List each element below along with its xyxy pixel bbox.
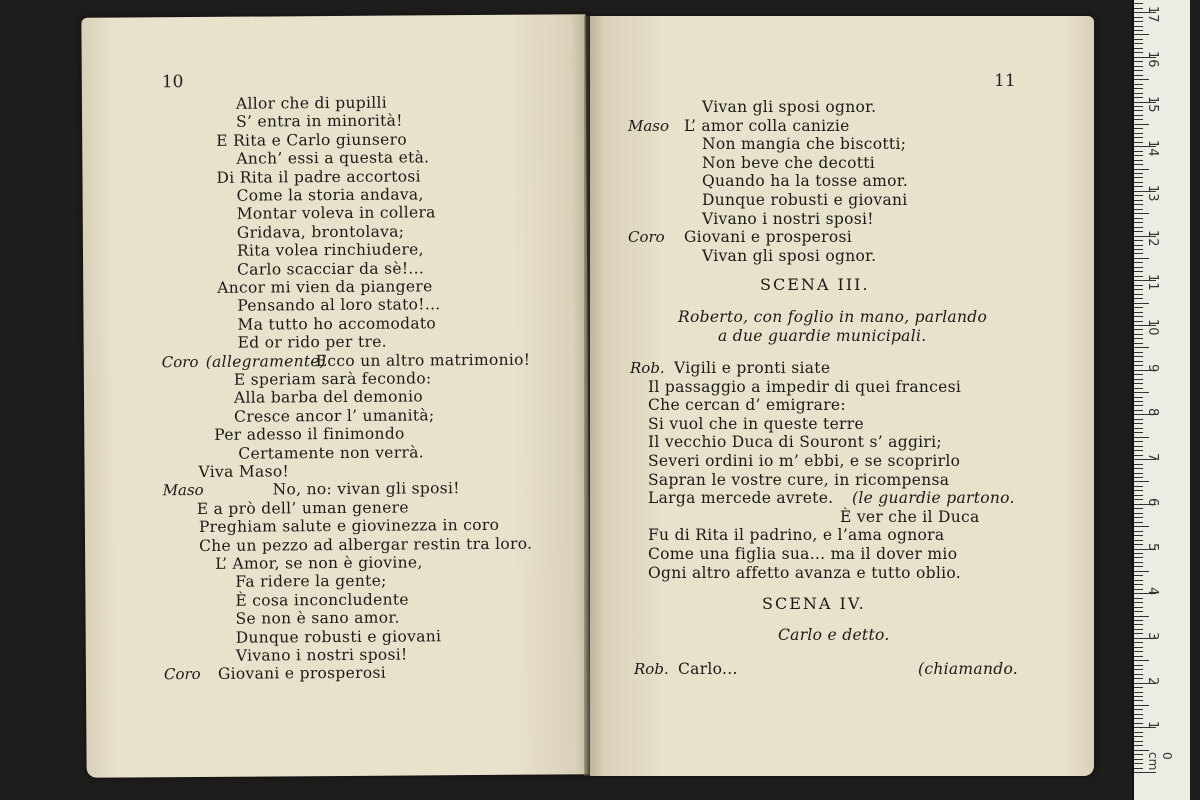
ruler-tick — [1134, 218, 1143, 219]
ruler-tick — [1134, 298, 1143, 299]
ruler-tick — [1134, 379, 1143, 380]
verse-line: Anch’ essi a questa età. — [236, 148, 430, 168]
ruler-number: 14 — [1145, 140, 1160, 157]
ruler-tick — [1134, 419, 1143, 420]
speaker-label: Rob. — [634, 660, 669, 678]
verse-line: Rita volea rinchiudere, — [236, 240, 424, 260]
ruler-tick — [1134, 553, 1143, 554]
verse-line: Carlo scacciar da sè!... — [237, 258, 425, 279]
ruler-tick — [1134, 213, 1149, 214]
ruler-number: 4 — [1145, 587, 1160, 596]
ruler-tick — [1134, 17, 1143, 18]
ruler-tick — [1134, 718, 1143, 719]
ruler-tick — [1134, 79, 1149, 80]
ruler-tick — [1134, 276, 1143, 277]
ruler-tick — [1134, 84, 1143, 85]
ruler-number: 3 — [1145, 631, 1160, 641]
scene-3-direction-line: Roberto, con foglio in mano, parlando — [678, 308, 988, 326]
ruler-tick — [1134, 423, 1143, 424]
ruler-tick — [1134, 723, 1143, 724]
ruler-number: 2 — [1145, 676, 1160, 685]
ruler-tick — [1134, 468, 1143, 469]
ruler-tick — [1134, 616, 1149, 617]
ruler-tick — [1134, 584, 1143, 585]
ruler-tick — [1134, 700, 1143, 701]
ruler-number: 6 — [1145, 497, 1160, 507]
ruler-tick — [1134, 598, 1143, 599]
ruler-tick — [1134, 410, 1143, 411]
verse-line: L’ Amor, se non è giovine, — [215, 553, 423, 573]
ruler-tick — [1134, 441, 1143, 442]
verse-line: No, no: vivan gli sposi! — [272, 479, 460, 499]
ruler-tick — [1134, 186, 1143, 187]
verse-line: È cosa inconcludente — [235, 590, 409, 610]
ruler-tick — [1134, 687, 1143, 688]
verse-line: Giovani e prosperosi — [684, 228, 853, 247]
ruler-unit-label: 0 cm — [1146, 752, 1174, 771]
stage-direction: (allegramente) — [205, 351, 327, 371]
ruler-tick — [1134, 428, 1143, 429]
ruler-tick — [1134, 61, 1143, 62]
ruler-tick — [1134, 8, 1143, 9]
verse-line: Il vecchio Duca di Souront s’ aggiri; — [648, 433, 942, 452]
verse-line: Preghiam salute e giovinezza in coro — [198, 516, 500, 537]
ruler-tick — [1134, 329, 1143, 330]
ruler-tick — [1134, 392, 1149, 393]
verse-line: Gridava, brontolava; — [236, 222, 405, 242]
ruler-tick — [1134, 294, 1143, 295]
ruler-tick — [1134, 383, 1143, 384]
ruler-tick — [1134, 647, 1143, 648]
ruler-tick — [1134, 231, 1143, 232]
ruler-tick — [1134, 365, 1143, 366]
verse-line: Come la storia andava, — [236, 185, 424, 205]
ruler-tick — [1134, 115, 1143, 116]
verse-line: Di Rita il padre accortosi — [216, 166, 421, 187]
ruler-number: 12 — [1145, 229, 1160, 247]
ruler-tick — [1134, 665, 1143, 666]
verse-line: Non mangia che biscotti; — [702, 135, 907, 154]
ruler-tick — [1134, 177, 1143, 178]
ruler-tick — [1134, 745, 1143, 746]
verse-line: Montar voleva in collera — [236, 203, 436, 224]
ruler-number: 16 — [1145, 50, 1160, 68]
ruler-tick — [1134, 736, 1143, 737]
ruler-tick — [1134, 43, 1143, 44]
ruler-tick — [1134, 750, 1149, 751]
verse-line: Viva Maso! — [198, 462, 290, 481]
verse-line: Larga mercede avrete. — [648, 489, 834, 508]
ruler-tick — [1134, 499, 1143, 500]
ruler-tick — [1134, 571, 1149, 572]
ruler-tick — [1134, 763, 1143, 764]
ruler-tick — [1134, 651, 1143, 652]
ruler-tick — [1134, 486, 1143, 487]
verse-line: Severi ordini io m’ ebbi, e se scoprirlo — [648, 452, 961, 470]
ruler-tick — [1134, 249, 1143, 250]
ruler-tick — [1134, 768, 1143, 769]
ruler-tick — [1134, 405, 1143, 406]
ruler-tick — [1134, 513, 1143, 514]
scene-3-direction-line: a due guardie municipali. — [718, 327, 927, 345]
ruler-number: 17 — [1145, 6, 1160, 23]
ruler-tick — [1134, 289, 1143, 290]
ruler-tick — [1134, 173, 1143, 174]
scene-3-title: SCENA III. — [760, 275, 870, 294]
ruler-tick — [1134, 759, 1143, 760]
verse-line: L’ amor colla canizie — [684, 116, 850, 135]
page-number-left: 10 — [161, 72, 184, 93]
ruler-number: 7 — [1145, 453, 1160, 462]
measuring-ruler — [1132, 0, 1190, 800]
ruler-tick — [1134, 52, 1143, 53]
verse-line: Certamente non verrà. — [238, 442, 425, 463]
ruler-tick — [1134, 106, 1143, 107]
ruler-number: 10 — [1145, 319, 1160, 336]
ruler-tick — [1134, 285, 1143, 286]
verse-line: Come una figlia sua... ma il dover mio — [648, 545, 958, 563]
speaker-label: Maso — [628, 116, 670, 135]
ruler-tick — [1134, 160, 1143, 161]
verse-line: Alla barba del demonio — [233, 387, 423, 408]
ruler-tick — [1134, 575, 1143, 576]
ruler-tick — [1134, 343, 1143, 344]
ruler-tick — [1134, 669, 1143, 670]
ruler-tick — [1134, 361, 1143, 362]
ruler-tick — [1134, 495, 1143, 496]
verse-line: Ancor mi vien da piangere — [217, 277, 433, 297]
verse-line: Vigili e pronti siate — [674, 359, 831, 377]
ruler-tick — [1134, 741, 1143, 742]
ruler-tick — [1134, 209, 1143, 210]
verse-line: Fu di Rita il padrino, e l’ama ognora — [648, 526, 945, 545]
ruler-number: 11 — [1145, 274, 1160, 291]
verse-line: Vivan gli sposi ognor. — [702, 98, 877, 116]
ruler-tick — [1134, 656, 1143, 657]
ruler-tick — [1134, 540, 1143, 541]
ruler-tick — [1134, 437, 1149, 438]
ruler-tick — [1134, 432, 1143, 433]
ruler-tick — [1134, 692, 1143, 693]
ruler-tick — [1134, 262, 1143, 263]
ruler-tick — [1134, 30, 1143, 31]
ruler-tick — [1134, 338, 1143, 339]
verse-line: Allor che di pupilli — [235, 93, 388, 113]
verse-line: Quando ha la tosse amor. — [702, 172, 909, 191]
ruler-tick — [1134, 607, 1143, 608]
ruler-tick — [1134, 562, 1143, 563]
verse-line: Dunque robusti e giovani — [235, 626, 442, 647]
ruler-tick — [1134, 316, 1143, 317]
ruler-tick — [1134, 544, 1143, 545]
ruler-tick — [1134, 522, 1143, 523]
ruler-tick — [1134, 464, 1143, 465]
ruler-tick — [1134, 481, 1149, 482]
ruler-tick — [1134, 633, 1143, 634]
speaker-label: Maso — [162, 481, 204, 500]
ruler-tick — [1134, 397, 1143, 398]
ruler-tick — [1134, 119, 1143, 120]
ruler-tick — [1134, 137, 1143, 138]
verse-line: E Rita e Carlo giunsero — [216, 130, 407, 150]
ruler-tick — [1134, 204, 1143, 205]
ruler-tick — [1134, 321, 1143, 322]
ruler-number: 9 — [1145, 363, 1160, 372]
verse-line: È ver che il Duca — [840, 507, 980, 526]
verse-line: Ma tutto ho accomodato — [237, 314, 437, 334]
scene-4-title: SCENA IV. — [762, 594, 866, 613]
right-page — [590, 16, 1094, 776]
verse-line: E speriam sarà fecondo: — [233, 369, 432, 389]
ruler-tick — [1134, 271, 1143, 272]
ruler-tick — [1134, 70, 1143, 71]
ruler-tick — [1134, 34, 1149, 35]
verse-line: Dunque robusti e giovani — [702, 191, 908, 209]
verse-line: Carlo... — [678, 660, 738, 678]
ruler-tick — [1134, 267, 1143, 268]
ruler-tick — [1134, 772, 1156, 773]
verse-line: Vivano i nostri sposi! — [235, 645, 408, 665]
ruler-tick — [1134, 374, 1143, 375]
verse-line: Sapran le vostre cure, in ricompensa — [648, 470, 950, 489]
page-number-right: 11 — [994, 71, 1016, 91]
stage-direction: (le guardie partono. — [852, 489, 1015, 508]
ruler-tick — [1134, 169, 1149, 170]
ruler-tick — [1134, 258, 1149, 259]
verse-line: E a prò dell’ uman genere — [196, 498, 409, 518]
ruler-tick — [1134, 347, 1149, 348]
ruler-tick — [1134, 624, 1143, 625]
verse-line: Che cercan d’ emigrare: — [648, 396, 846, 415]
ruler-tick — [1134, 705, 1149, 706]
ruler-tick — [1134, 709, 1143, 710]
speaker-label: Coro — [628, 228, 665, 247]
ruler-tick — [1134, 660, 1149, 661]
ruler-tick — [1134, 642, 1143, 643]
verse-line: Ogni altro affetto avanza e tutto oblio. — [648, 563, 961, 582]
ruler-tick — [1134, 155, 1143, 156]
ruler-tick — [1134, 195, 1143, 196]
ruler-tick — [1134, 164, 1143, 165]
ruler-tick — [1134, 151, 1143, 152]
verse-line: Giovani e prosperosi — [217, 664, 387, 684]
verse-line: Fa ridere la gente; — [235, 572, 387, 592]
ruler-tick — [1134, 307, 1143, 308]
ruler-tick — [1134, 388, 1143, 389]
ruler-tick — [1134, 110, 1143, 111]
ruler-tick — [1134, 473, 1143, 474]
ruler-tick — [1134, 517, 1143, 518]
open-book — [84, 16, 1094, 776]
verse-line: Pensando al loro stato!... — [237, 295, 441, 316]
ruler-tick — [1134, 334, 1143, 335]
ruler-tick — [1134, 222, 1143, 223]
ruler-tick — [1134, 531, 1143, 532]
ruler-tick — [1134, 620, 1143, 621]
ruler-tick — [1134, 312, 1143, 313]
ruler-tick — [1134, 66, 1143, 67]
verse-line: Vivan gli sposi ognor. — [702, 246, 877, 265]
ruler-tick — [1134, 490, 1143, 491]
ruler-tick — [1134, 93, 1143, 94]
ruler-tick — [1134, 253, 1143, 254]
ruler-tick — [1134, 678, 1143, 679]
verse-line: Ed or rido per tre. — [237, 332, 387, 352]
ruler-tick — [1134, 508, 1143, 509]
ruler-number: 15 — [1145, 95, 1160, 113]
verse-line: Per adesso il finimondo — [214, 424, 405, 445]
stage-direction: (chiamando. — [918, 660, 1019, 678]
ruler-tick — [1134, 39, 1143, 40]
ruler-tick — [1134, 455, 1143, 456]
verse-line: Si vuol che in queste terre — [648, 414, 864, 433]
verse-line: Non beve che decotti — [702, 153, 876, 172]
ruler-tick — [1134, 128, 1143, 129]
ruler-tick — [1134, 696, 1143, 697]
ruler-tick — [1134, 674, 1143, 675]
ruler-tick — [1134, 566, 1143, 567]
verse-line: S’ entra in minorità! — [236, 111, 403, 132]
ruler-tick — [1134, 88, 1143, 89]
ruler-tick — [1134, 526, 1149, 527]
ruler-tick — [1134, 240, 1143, 241]
speaker-label: Coro — [163, 665, 201, 684]
verse-line: Il passaggio a impedir di quei francesi — [648, 377, 962, 396]
verse-line: Che un pezzo ad albergar restin tra loro. — [198, 534, 533, 555]
ruler-tick — [1134, 580, 1143, 581]
speaker-label: Coro — [161, 352, 199, 371]
ruler-tick — [1134, 303, 1149, 304]
ruler-tick — [1134, 611, 1143, 612]
ruler-tick — [1134, 589, 1143, 590]
ruler-tick — [1134, 21, 1143, 22]
ruler-tick — [1134, 124, 1149, 125]
ruler-number: 5 — [1145, 542, 1160, 551]
ruler-tick — [1134, 754, 1143, 755]
ruler-number: 1 — [1145, 721, 1160, 730]
ruler-tick — [1134, 227, 1143, 228]
ruler-tick — [1134, 477, 1143, 478]
verse-line: Ecco un altro matrimonio! — [315, 350, 531, 370]
ruler-tick — [1134, 97, 1143, 98]
ruler-number: 8 — [1145, 408, 1160, 417]
ruler-tick — [1134, 142, 1143, 143]
ruler-tick — [1134, 714, 1143, 715]
scene-4-direction: Carlo e detto. — [778, 626, 890, 644]
ruler-tick — [1134, 356, 1143, 357]
ruler-tick — [1134, 401, 1143, 402]
ruler-tick — [1134, 450, 1143, 451]
ruler-tick — [1134, 557, 1143, 558]
verse-line: Se non è sano amor. — [235, 608, 400, 628]
ruler-tick — [1134, 629, 1143, 630]
left-page — [81, 14, 590, 778]
ruler-tick — [1134, 182, 1143, 183]
ruler-tick — [1134, 602, 1143, 603]
ruler-tick — [1134, 446, 1143, 447]
ruler-number: 13 — [1145, 184, 1160, 202]
ruler-tick — [1134, 200, 1143, 201]
ruler-tick — [1134, 732, 1143, 733]
ruler-tick — [1134, 245, 1143, 246]
ruler-tick — [1134, 535, 1143, 536]
speaker-label: Rob. — [630, 359, 665, 377]
verse-line: Cresce ancor l’ umanità; — [234, 406, 435, 426]
ruler-tick — [1134, 3, 1143, 4]
ruler-tick — [1134, 133, 1143, 134]
ruler-tick — [1134, 75, 1143, 76]
ruler-tick — [1134, 26, 1143, 27]
verse-line: Vivano i nostri sposi! — [702, 209, 874, 228]
ruler-tick — [1134, 352, 1143, 353]
ruler-tick — [1134, 48, 1143, 49]
